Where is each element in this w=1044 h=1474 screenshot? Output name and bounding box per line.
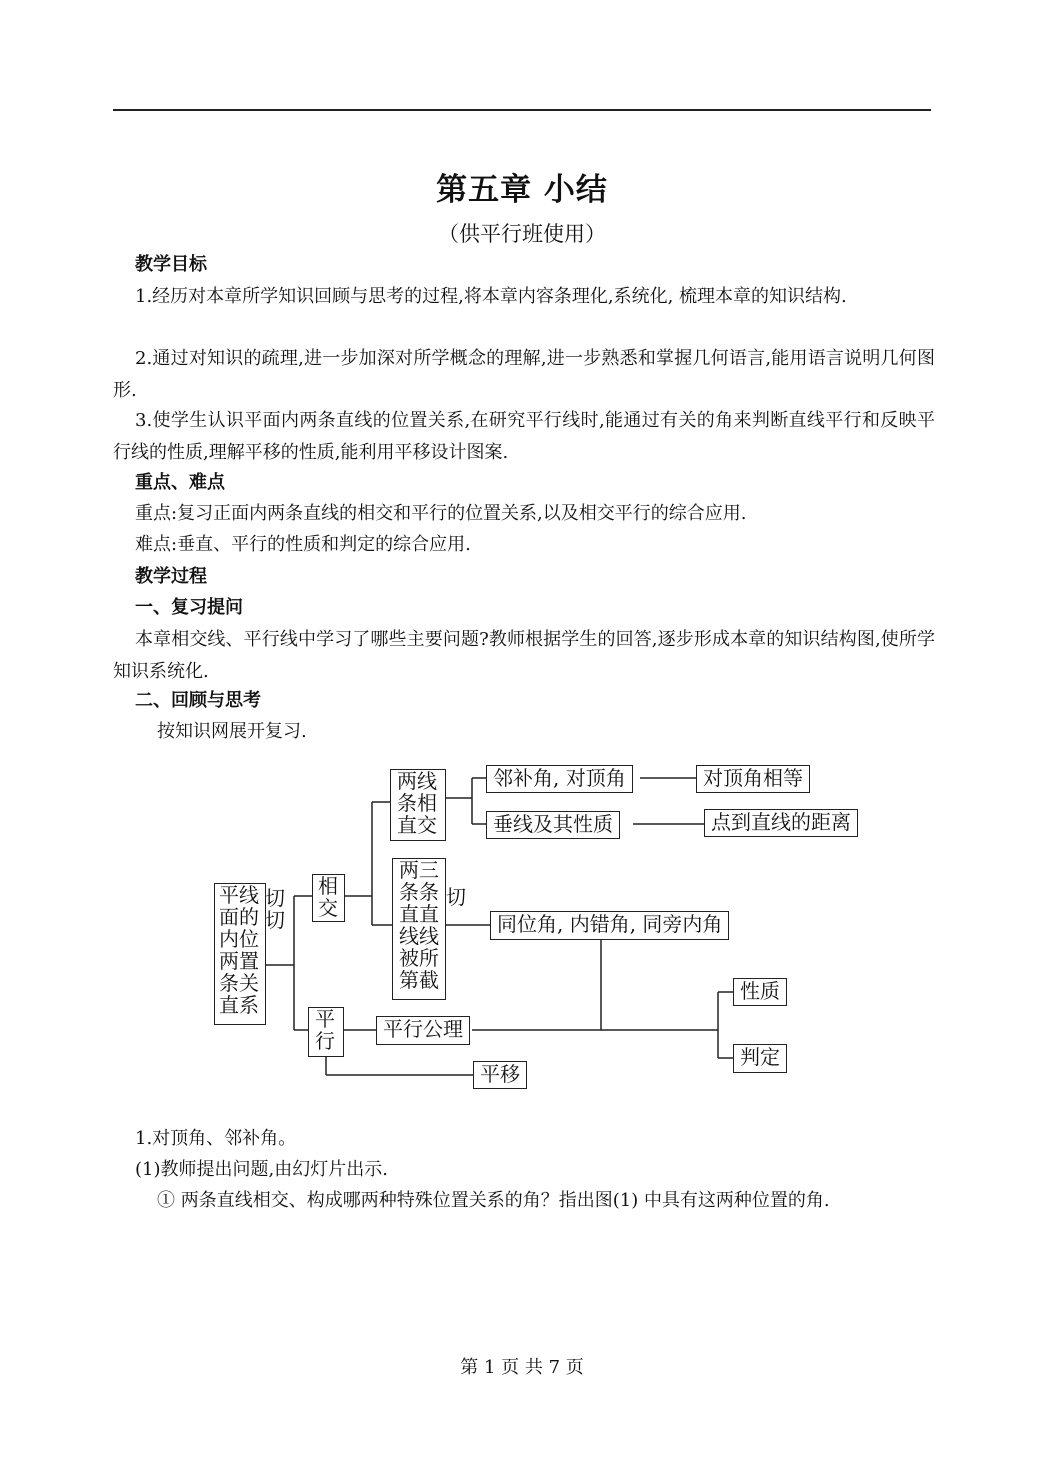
- intersect-box: [312, 874, 345, 922]
- goal-2: 2.通过对知识的疏理,进一步加深对所学概念的理解,进一步熟悉和掌握几何语言,能用语言说明几何图形.: [113, 348, 935, 401]
- property-box: 性质: [733, 978, 787, 1006]
- root-side-1: 切: [265, 886, 285, 910]
- page-title: 第五章 小结: [436, 172, 608, 208]
- point-line-distance-box: 点到直线的距离: [704, 809, 858, 837]
- three-lines-row-5: 被所: [399, 946, 439, 970]
- item-1: 1.对顶角、邻补角。: [135, 1128, 297, 1149]
- review-heading: 一、复习提问: [135, 597, 243, 618]
- key-heading: 重点、难点: [135, 472, 225, 493]
- parallel-row-1: 平: [315, 1007, 335, 1031]
- page-subtitle: （供平行班使用）: [438, 222, 606, 246]
- three-lines-box: [392, 858, 446, 1000]
- page-footer: 第 1 页 共 7 页: [460, 1357, 584, 1378]
- judgement-box: 判定: [733, 1044, 787, 1073]
- recall-text: 按知识网展开复习.: [157, 721, 307, 742]
- difficult-point: 难点:垂直、平行的性质和判定的综合应用.: [135, 534, 471, 555]
- three-lines-row-1: 两三: [399, 858, 439, 882]
- header-rule: [113, 109, 931, 111]
- root-row-2: 面的: [219, 905, 259, 929]
- item-1-question: ① 两条直线相交、构成哪两种特殊位置关系的角？指出图(1) 中具有这两种位置的角.: [157, 1190, 830, 1211]
- intersect-row-2: 交: [318, 896, 338, 920]
- parallel-box: [308, 1007, 344, 1057]
- recall-heading: 二、回顾与思考: [135, 690, 261, 711]
- root-side-2: 切: [265, 908, 285, 932]
- two-lines-intersect-box: [390, 769, 446, 841]
- adjacent-vertical-box: 邻补角, 对顶角: [486, 765, 633, 793]
- root-box: [214, 883, 266, 1025]
- root-row-4: 两置: [219, 949, 259, 973]
- parallel-row-2: 行: [315, 1029, 335, 1053]
- review-text: 本章相交线、平行线中学习了哪些主要问题?教师根据学生的回答,逐步形成本章的知识结构图,使所学知识系统化.: [113, 629, 935, 682]
- goal-1: 1.经历对本章所学知识回顾与思考的过程,将本章内容条理化,系统化, 梳理本章的知识结构.: [135, 286, 847, 307]
- goals-heading: 教学目标: [135, 254, 207, 275]
- root-row-6: 直系: [219, 993, 259, 1017]
- two-lines-row-1: 两线: [397, 769, 437, 793]
- translation-box: 平移: [473, 1061, 527, 1089]
- process-heading: 教学过程: [135, 566, 207, 587]
- root-row-5: 条关: [219, 971, 259, 995]
- angles-box: 同位角, 内错角, 同旁内角: [490, 911, 729, 940]
- three-lines-side-text: 切: [446, 885, 466, 909]
- key-point: 重点:复习正面内两条直线的相交和平行的位置关系,以及相交平行的综合应用.: [135, 503, 747, 524]
- two-lines-row-2: 条相: [397, 791, 437, 815]
- vertical-equal-box: 对顶角相等: [696, 765, 810, 793]
- two-lines-row-3: 直交: [397, 813, 437, 837]
- root-side-text: [265, 887, 285, 931]
- goal-3: 3.使学生认识平面内两条直线的位置关系,在研究平行线时,能通过有关的角来判断直线平行和反映平行线的性质,理解平移的性质,能利用平移设计图案.: [113, 410, 935, 463]
- three-lines-row-6: 第截: [399, 968, 439, 992]
- three-lines-row-4: 线线: [399, 924, 439, 948]
- parallel-axiom-box: 平行公理: [376, 1016, 470, 1045]
- root-row-1: 平线: [219, 883, 259, 907]
- intersect-row-1: 相: [318, 874, 338, 898]
- root-row-3: 内位: [219, 927, 259, 951]
- three-lines-row-2: 条条: [399, 880, 439, 904]
- perpendicular-box: 垂线及其性质: [486, 811, 620, 839]
- item-1-sub: (1)教师提出问题,由幻灯片出示.: [135, 1159, 388, 1180]
- three-lines-row-3: 直直: [399, 902, 439, 926]
